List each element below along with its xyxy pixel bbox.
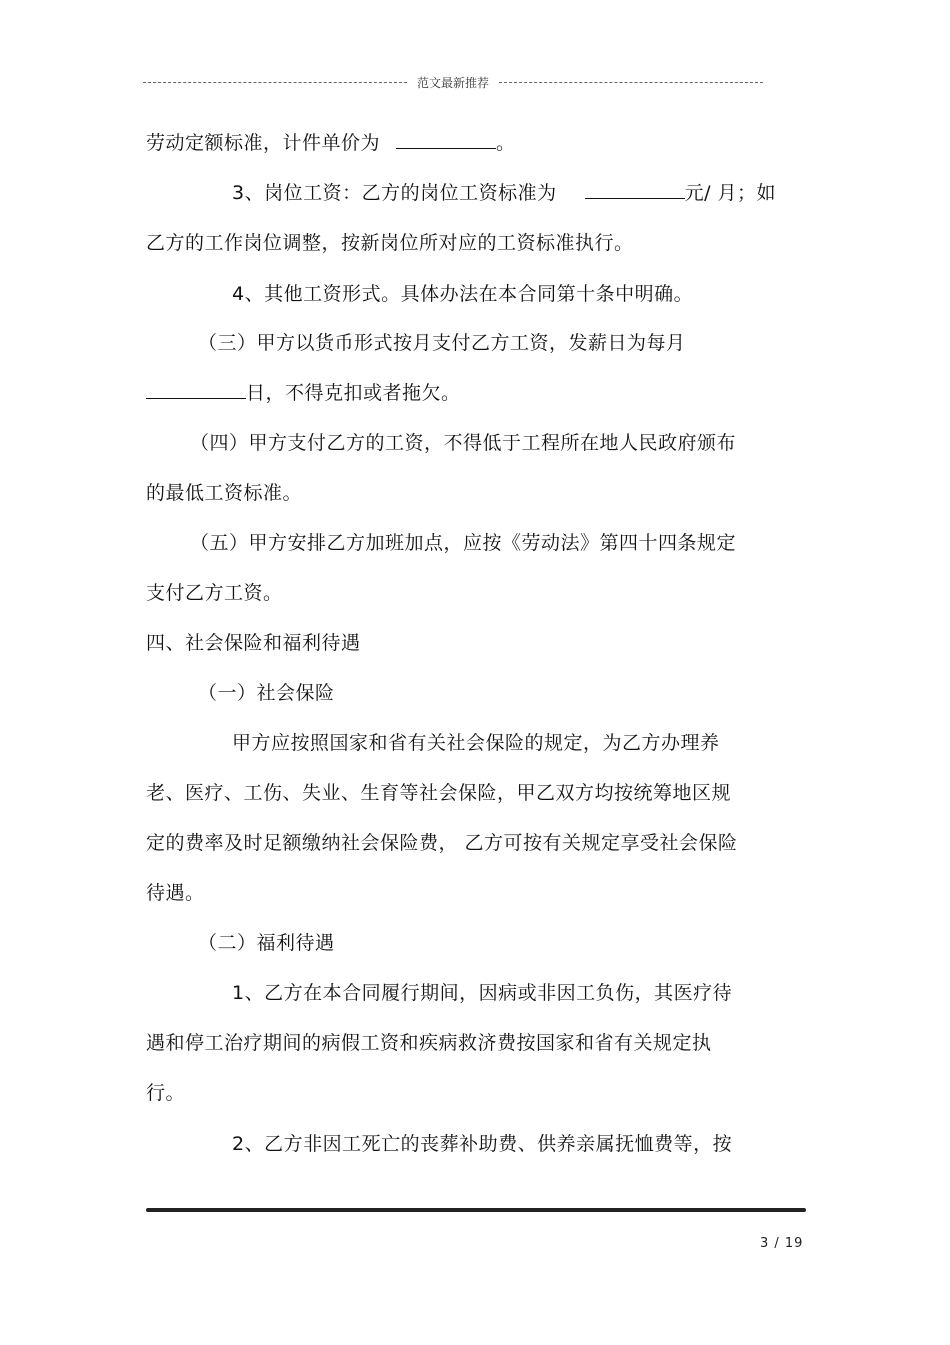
line-text: 1、乙方在本合同履行期间，因病或非因工负伤，其医疗待 — [232, 982, 733, 1004]
body-line — [146, 380, 461, 406]
fill-in-blank — [146, 380, 246, 399]
line-text: （二）福利待遇 — [198, 932, 335, 954]
line-text: （四）甲方支付乙方的工资，不得低于工程所在地人民政府颁布 — [190, 432, 737, 454]
body-line — [190, 430, 736, 456]
body-line — [146, 230, 634, 256]
body-line — [146, 830, 738, 856]
line-text: 乙方的工作岗位调整，按新岗位所对应的工资标准执行。 — [146, 232, 634, 254]
line-text: 支付乙方工资。 — [146, 582, 283, 604]
line-text: 老、医疗、工伤、失业、生育等社会保险，甲乙双方均按统筹地区规 — [146, 782, 732, 804]
line-text: （一）社会保险 — [198, 682, 335, 704]
line-text-after-blank: 。 — [496, 132, 516, 154]
line-text: （三）甲方以货币形式按月支付乙方工资，发薪日为每月 — [198, 332, 686, 354]
fill-in-blank — [585, 180, 685, 199]
line-text: 待遇。 — [146, 882, 205, 904]
body-line — [146, 130, 516, 156]
body-line — [190, 530, 736, 556]
header-title: 范文最新推荐 — [417, 75, 490, 90]
fill-in-blank — [396, 130, 496, 149]
body-line — [146, 1080, 185, 1106]
header-dash-left — [143, 82, 407, 83]
line-text-after-blank: 日，不得克扣或者拖欠。 — [246, 382, 461, 404]
body-line — [198, 680, 335, 706]
body-line — [198, 930, 335, 956]
line-text: 3、岗位工资：乙方的岗位工资标准为 — [232, 182, 557, 204]
page-number: 3 / 19 — [760, 1236, 804, 1251]
line-text: 劳动定额标准，计件单价为 — [146, 132, 381, 154]
line-text: 行。 — [146, 1082, 186, 1104]
line-text: 2、乙方非因工死亡的丧葬补助费、供养亲属抚恤费等，按 — [232, 1133, 733, 1155]
body-line — [146, 580, 283, 606]
line-text: 四、社会保险和福利待遇 — [146, 632, 361, 654]
header-dash-right — [499, 82, 763, 83]
line-text: 4、其他工资形式。具体办法在本合同第十条中明确。 — [232, 283, 694, 305]
line-text: 定的费率及时足额缴纳社会保险费， 乙方可按有关规定享受社会保险 — [146, 832, 738, 854]
body-line — [232, 281, 693, 307]
line-text: 遇和停工治疗期间的病假工资和疾病救济费按国家和省有关规定执 — [146, 1032, 712, 1054]
body-line — [232, 1131, 732, 1157]
body-line — [232, 180, 776, 206]
footer-rule — [146, 1208, 806, 1212]
line-text: （五）甲方安排乙方加班加点，应按《劳动法》第四十四条规定 — [190, 532, 737, 554]
line-text-after-blank: 元/ 月；如 — [684, 182, 777, 204]
line-text: 甲方应按照国家和省有关社会保险的规定，为乙方办理养 — [232, 732, 720, 754]
body-line — [146, 780, 731, 806]
line-text: 的最低工资标准。 — [146, 482, 303, 504]
page-header — [143, 72, 763, 92]
body-line — [146, 1030, 712, 1056]
body-line — [146, 630, 361, 656]
body-line — [232, 980, 732, 1006]
body-line — [146, 880, 205, 906]
body-line — [232, 730, 720, 756]
body-line — [146, 480, 302, 506]
body-line — [198, 330, 686, 356]
